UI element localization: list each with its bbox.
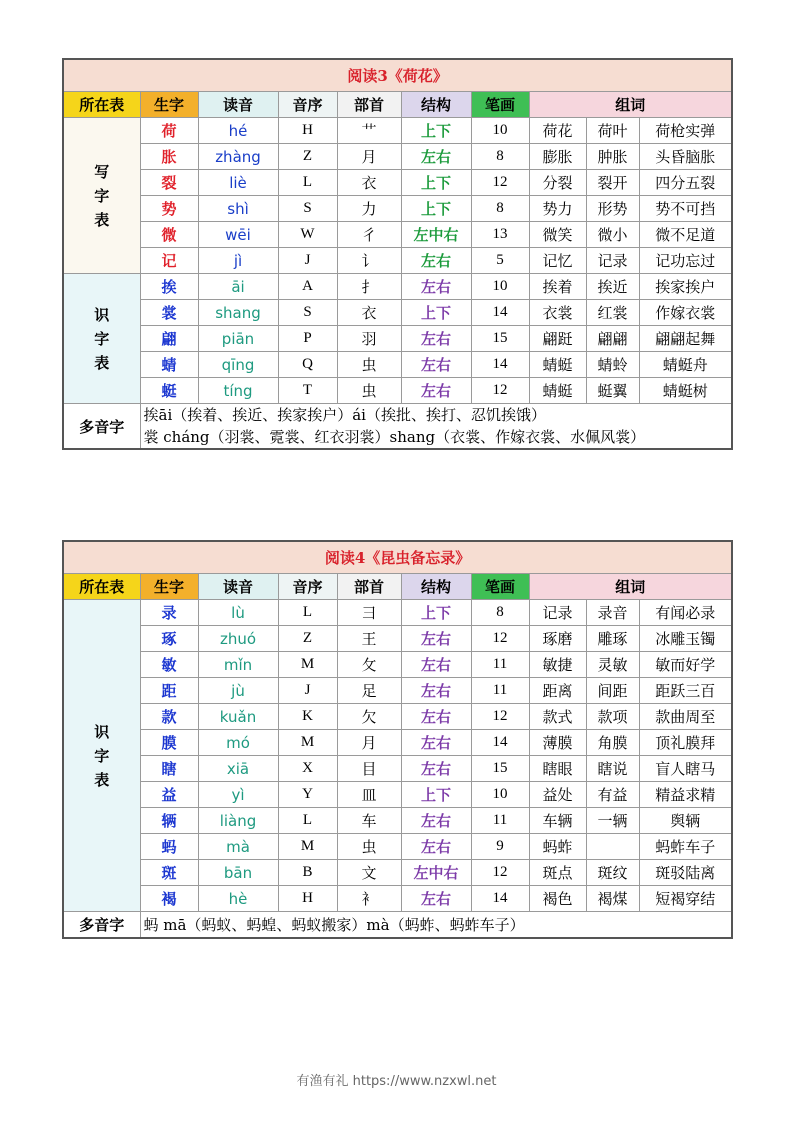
radical-cell: 车 (337, 808, 401, 834)
word-cell: 荷花 (529, 118, 586, 144)
order-cell: Y (278, 782, 337, 808)
order-cell: L (278, 808, 337, 834)
word-cell: 记录 (586, 248, 639, 274)
structure-cell: 左右 (401, 248, 471, 274)
char-cell: 录 (140, 600, 198, 626)
header-strokes: 笔画 (471, 574, 529, 600)
strokes-cell: 8 (471, 600, 529, 626)
pinyin-cell: shì (198, 196, 278, 222)
word-cell: 四分五裂 (639, 170, 732, 196)
strokes-cell: 12 (471, 626, 529, 652)
radical-cell: 欠 (337, 704, 401, 730)
word-cell: 微笑 (529, 222, 586, 248)
word-cell (586, 834, 639, 860)
table-row (63, 600, 732, 626)
order-cell: M (278, 834, 337, 860)
table-row (63, 756, 732, 782)
order-cell: J (278, 678, 337, 704)
char-cell: 敏 (140, 652, 198, 678)
word-cell: 势力 (529, 196, 586, 222)
word-cell: 蜻蛉 (586, 352, 639, 378)
word-cell: 舆辆 (639, 808, 732, 834)
table-row (63, 652, 732, 678)
radical-cell: 月 (337, 730, 401, 756)
header-strokes: 笔画 (471, 92, 529, 118)
section-label (63, 600, 140, 912)
word-cell: 款式 (529, 704, 586, 730)
structure-cell: 左右 (401, 274, 471, 300)
strokes-cell: 13 (471, 222, 529, 248)
radical-cell: 扌 (337, 274, 401, 300)
header-table: 所在表 (63, 574, 140, 600)
order-cell: S (278, 300, 337, 326)
word-cell: 短褐穿结 (639, 886, 732, 912)
table-row (63, 704, 732, 730)
pinyin-cell: piān (198, 326, 278, 352)
table-row (63, 730, 732, 756)
word-cell: 荷叶 (586, 118, 639, 144)
pinyin-cell: hé (198, 118, 278, 144)
char-cell: 斑 (140, 860, 198, 886)
word-cell: 挨家挨户 (639, 274, 732, 300)
pinyin-cell: lù (198, 600, 278, 626)
table-row (63, 808, 732, 834)
order-cell: J (278, 248, 337, 274)
lesson4-table (62, 540, 733, 939)
pinyin-cell: tíng (198, 378, 278, 404)
table-row (63, 886, 732, 912)
word-cell: 款项 (586, 704, 639, 730)
strokes-cell: 10 (471, 274, 529, 300)
char-cell: 势 (140, 196, 198, 222)
radical-cell: 文 (337, 860, 401, 886)
radical-cell: 虫 (337, 352, 401, 378)
structure-cell: 左中右 (401, 860, 471, 886)
strokes-cell: 12 (471, 170, 529, 196)
word-cell: 敏而好学 (639, 652, 732, 678)
table-row (63, 144, 732, 170)
structure-cell: 上下 (401, 170, 471, 196)
char-cell: 裳 (140, 300, 198, 326)
order-cell: B (278, 860, 337, 886)
table-row (63, 248, 732, 274)
word-cell: 裂开 (586, 170, 639, 196)
word-cell: 褐色 (529, 886, 586, 912)
table-row (63, 118, 732, 144)
pinyin-cell: xiā (198, 756, 278, 782)
order-cell: Z (278, 144, 337, 170)
table-row (63, 196, 732, 222)
pinyin-cell: āi (198, 274, 278, 300)
structure-cell: 上下 (401, 300, 471, 326)
word-cell: 距离 (529, 678, 586, 704)
header-reading: 读音 (198, 92, 278, 118)
pinyin-cell: bān (198, 860, 278, 886)
order-cell: P (278, 326, 337, 352)
word-cell: 盲人瞎马 (639, 756, 732, 782)
structure-cell: 左中右 (401, 222, 471, 248)
strokes-cell: 11 (471, 808, 529, 834)
radical-cell: 艹 (337, 118, 401, 144)
strokes-cell: 14 (471, 730, 529, 756)
char-cell: 距 (140, 678, 198, 704)
word-cell: 间距 (586, 678, 639, 704)
structure-cell: 左右 (401, 626, 471, 652)
order-cell: M (278, 730, 337, 756)
lesson4-title: 阅读4《昆虫备忘录》 (63, 541, 732, 574)
pinyin-cell: liàng (198, 808, 278, 834)
pinyin-cell: yì (198, 782, 278, 808)
pinyin-cell: zhuó (198, 626, 278, 652)
header-structure: 结构 (401, 92, 471, 118)
word-cell: 灵敏 (586, 652, 639, 678)
order-cell: Z (278, 626, 337, 652)
table-row (63, 326, 732, 352)
radical-cell: 王 (337, 626, 401, 652)
word-cell: 冰雕玉镯 (639, 626, 732, 652)
word-cell: 距跃三百 (639, 678, 732, 704)
structure-cell: 左右 (401, 730, 471, 756)
polyphone-label: 多音字 (63, 404, 140, 450)
radical-cell: 足 (337, 678, 401, 704)
order-cell: W (278, 222, 337, 248)
strokes-cell: 10 (471, 118, 529, 144)
word-cell: 微小 (586, 222, 639, 248)
pinyin-cell: qīng (198, 352, 278, 378)
pinyin-cell: jì (198, 248, 278, 274)
section-label-text: 识字表 (94, 722, 110, 789)
word-cell: 录音 (586, 600, 639, 626)
char-cell: 蜻 (140, 352, 198, 378)
polyphone-row (63, 912, 732, 939)
order-cell: H (278, 118, 337, 144)
structure-cell: 左右 (401, 678, 471, 704)
strokes-cell: 12 (471, 860, 529, 886)
word-cell: 蜓翼 (586, 378, 639, 404)
header-radical: 部首 (337, 92, 401, 118)
lesson3-title: 阅读3《荷花》 (63, 59, 732, 92)
char-cell: 款 (140, 704, 198, 730)
word-cell: 挨近 (586, 274, 639, 300)
footer-watermark: 有渔有礼 https://www.nzxwl.net (296, 1074, 497, 1089)
word-cell: 挨着 (529, 274, 586, 300)
strokes-cell: 15 (471, 326, 529, 352)
structure-cell: 上下 (401, 600, 471, 626)
order-cell: Q (278, 352, 337, 378)
radical-cell: 攵 (337, 652, 401, 678)
word-cell: 肿胀 (586, 144, 639, 170)
word-cell: 蚂蚱 (529, 834, 586, 860)
radical-cell: 羽 (337, 326, 401, 352)
word-cell: 斑驳陆离 (639, 860, 732, 886)
strokes-cell: 15 (471, 756, 529, 782)
structure-cell: 左右 (401, 352, 471, 378)
header-structure: 结构 (401, 574, 471, 600)
order-cell: T (278, 378, 337, 404)
order-cell: H (278, 886, 337, 912)
section-label-text: 识字表 (94, 305, 110, 372)
radical-cell: 虫 (337, 378, 401, 404)
header-order: 音序 (278, 92, 337, 118)
char-cell: 膜 (140, 730, 198, 756)
structure-cell: 左右 (401, 834, 471, 860)
structure-cell: 左右 (401, 756, 471, 782)
char-cell: 蜓 (140, 378, 198, 404)
char-cell: 挨 (140, 274, 198, 300)
structure-cell: 左右 (401, 704, 471, 730)
pinyin-cell: kuǎn (198, 704, 278, 730)
table-row (63, 678, 732, 704)
header-order: 音序 (278, 574, 337, 600)
radical-cell: 力 (337, 196, 401, 222)
header-char: 生字 (140, 574, 198, 600)
char-cell: 蚂 (140, 834, 198, 860)
order-cell: X (278, 756, 337, 782)
word-cell: 款曲周至 (639, 704, 732, 730)
structure-cell: 上下 (401, 118, 471, 144)
word-cell: 形势 (586, 196, 639, 222)
table-row (63, 378, 732, 404)
pinyin-cell: shang (198, 300, 278, 326)
char-cell: 裂 (140, 170, 198, 196)
word-cell: 车辆 (529, 808, 586, 834)
strokes-cell: 14 (471, 886, 529, 912)
polyphone-line: 挨āi（挨着、挨近、挨家挨户）ái（挨批、挨打、忍饥挨饿） (143, 406, 546, 424)
strokes-cell: 8 (471, 196, 529, 222)
pinyin-cell: mó (198, 730, 278, 756)
word-cell: 势不可挡 (639, 196, 732, 222)
char-cell: 微 (140, 222, 198, 248)
header-char: 生字 (140, 92, 198, 118)
section-label-text: 写字表 (94, 162, 110, 229)
strokes-cell: 10 (471, 782, 529, 808)
radical-cell: 目 (337, 756, 401, 782)
header-words: 组词 (529, 92, 732, 118)
word-cell: 记录 (529, 600, 586, 626)
word-cell: 益处 (529, 782, 586, 808)
char-cell: 益 (140, 782, 198, 808)
table-row (63, 626, 732, 652)
strokes-cell: 5 (471, 248, 529, 274)
polyphone-label: 多音字 (63, 912, 140, 939)
pinyin-cell: liè (198, 170, 278, 196)
section-label (63, 274, 140, 404)
radical-cell: 彳 (337, 222, 401, 248)
char-cell: 琢 (140, 626, 198, 652)
polyphone-row (63, 404, 732, 450)
word-cell: 斑点 (529, 860, 586, 886)
word-cell: 翩翩 (586, 326, 639, 352)
strokes-cell: 11 (471, 678, 529, 704)
pinyin-cell: hè (198, 886, 278, 912)
word-cell: 琢磨 (529, 626, 586, 652)
word-cell: 微不足道 (639, 222, 732, 248)
order-cell: A (278, 274, 337, 300)
word-cell: 精益求精 (639, 782, 732, 808)
radical-cell: 彐 (337, 600, 401, 626)
word-cell: 记功忘过 (639, 248, 732, 274)
word-cell: 头昏脑胀 (639, 144, 732, 170)
table-row (63, 222, 732, 248)
structure-cell: 左右 (401, 378, 471, 404)
word-cell: 蜻蜓树 (639, 378, 732, 404)
word-cell: 蜻蜓 (529, 378, 586, 404)
polyphone-line: 裳 cháng（羽裳、霓裳、红衣羽裳）shang（衣裳、作嫁衣裳、水佩风裳） (143, 428, 646, 446)
structure-cell: 左右 (401, 326, 471, 352)
char-cell: 翩 (140, 326, 198, 352)
table-row (63, 352, 732, 378)
order-cell: L (278, 170, 337, 196)
header-row (63, 574, 732, 600)
polyphone-line: 蚂 mā（蚂蚁、蚂蝗、蚂蚁搬家）mà（蚂蚱、蚂蚱车子） (143, 915, 525, 934)
table-row (63, 170, 732, 196)
strokes-cell: 9 (471, 834, 529, 860)
section-label (63, 118, 140, 274)
word-cell: 分裂 (529, 170, 586, 196)
radical-cell: 虫 (337, 834, 401, 860)
word-cell: 有闻必录 (639, 600, 732, 626)
order-cell: M (278, 652, 337, 678)
word-cell: 蚂蚱车子 (639, 834, 732, 860)
word-cell: 衣裳 (529, 300, 586, 326)
word-cell: 褐煤 (586, 886, 639, 912)
pinyin-cell: jù (198, 678, 278, 704)
word-cell: 记忆 (529, 248, 586, 274)
word-cell: 翩翩起舞 (639, 326, 732, 352)
structure-cell: 左右 (401, 144, 471, 170)
strokes-cell: 12 (471, 704, 529, 730)
radical-cell: 皿 (337, 782, 401, 808)
table-row (63, 274, 732, 300)
order-cell: K (278, 704, 337, 730)
structure-cell: 上下 (401, 782, 471, 808)
strokes-cell: 14 (471, 352, 529, 378)
pinyin-cell: zhàng (198, 144, 278, 170)
word-cell: 敏捷 (529, 652, 586, 678)
char-cell: 记 (140, 248, 198, 274)
header-table: 所在表 (63, 92, 140, 118)
lesson3-table (62, 58, 733, 450)
radical-cell: 衣 (337, 170, 401, 196)
header-reading: 读音 (198, 574, 278, 600)
word-cell: 薄膜 (529, 730, 586, 756)
header-radical: 部首 (337, 574, 401, 600)
word-cell: 顶礼膜拜 (639, 730, 732, 756)
structure-cell: 左右 (401, 652, 471, 678)
strokes-cell: 14 (471, 300, 529, 326)
word-cell: 红裳 (586, 300, 639, 326)
word-cell: 蜻蜓舟 (639, 352, 732, 378)
word-cell: 作嫁衣裳 (639, 300, 732, 326)
word-cell: 膨胀 (529, 144, 586, 170)
radical-cell: 衣 (337, 300, 401, 326)
word-cell: 斑纹 (586, 860, 639, 886)
char-cell: 胀 (140, 144, 198, 170)
structure-cell: 上下 (401, 196, 471, 222)
header-words: 组词 (529, 574, 732, 600)
radical-cell: 月 (337, 144, 401, 170)
word-cell: 一辆 (586, 808, 639, 834)
word-cell: 雕琢 (586, 626, 639, 652)
word-cell: 角膜 (586, 730, 639, 756)
table-row (63, 782, 732, 808)
char-cell: 荷 (140, 118, 198, 144)
pinyin-cell: mǐn (198, 652, 278, 678)
char-cell: 褐 (140, 886, 198, 912)
pinyin-cell: mà (198, 834, 278, 860)
strokes-cell: 8 (471, 144, 529, 170)
word-cell: 瞎说 (586, 756, 639, 782)
char-cell: 瞎 (140, 756, 198, 782)
order-cell: S (278, 196, 337, 222)
radical-cell: 讠 (337, 248, 401, 274)
table-row (63, 860, 732, 886)
table-row (63, 834, 732, 860)
char-cell: 辆 (140, 808, 198, 834)
structure-cell: 左右 (401, 886, 471, 912)
strokes-cell: 11 (471, 652, 529, 678)
word-cell: 蜻蜓 (529, 352, 586, 378)
word-cell: 翩跹 (529, 326, 586, 352)
word-cell: 荷枪实弹 (639, 118, 732, 144)
structure-cell: 左右 (401, 808, 471, 834)
radical-cell: 衤 (337, 886, 401, 912)
strokes-cell: 12 (471, 378, 529, 404)
header-row (63, 92, 732, 118)
word-cell: 有益 (586, 782, 639, 808)
table-row (63, 300, 732, 326)
pinyin-cell: wēi (198, 222, 278, 248)
order-cell: L (278, 600, 337, 626)
word-cell: 瞎眼 (529, 756, 586, 782)
